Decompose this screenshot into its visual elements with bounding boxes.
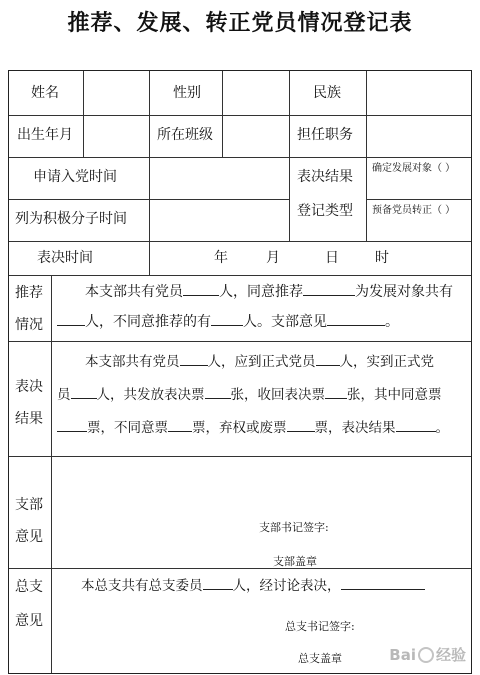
branch-label-1: 支部 [15, 497, 43, 513]
day-label: 日 [325, 250, 339, 266]
general-secretary-sign: 总支书记签字: [285, 620, 355, 633]
position-label: 担任职务 [297, 127, 353, 143]
recommend-label-1: 推荐 [15, 285, 43, 301]
class-label: 所在班级 [157, 127, 213, 143]
apply-time-label: 申请入党时间 [33, 169, 117, 185]
vote-label-2: 结果 [15, 411, 43, 427]
registration-form [8, 70, 472, 674]
general-label-2: 意见 [15, 613, 43, 629]
vote-result-label: 表决结果 [297, 169, 353, 185]
option-probation: 预备党员转正（ ） [372, 205, 456, 216]
form-title: 推荐、发展、转正党员情况登记表 [67, 10, 413, 36]
baidu-watermark: Bai 经验 [389, 646, 466, 664]
general-paragraph: 本总支共有总支委员 人，经讨论表决， [81, 573, 471, 599]
branch-secretary-sign: 支部书记签字: [259, 521, 329, 534]
recommend-paragraph: 本支部共有党员 人，同意推荐 为发展对象共有 人，不同意推荐的有 人。支部意见 。 [57, 277, 467, 337]
register-type-label: 登记类型 [297, 203, 353, 219]
vote-time-label: 表决时间 [37, 250, 93, 266]
hour-label: 时 [375, 250, 389, 266]
general-label-1: 总支 [15, 579, 43, 595]
vote-label-1: 表决 [15, 379, 43, 395]
recommend-label-2: 情况 [15, 317, 43, 333]
branch-label-2: 意见 [15, 529, 43, 545]
name-label: 姓名 [31, 85, 59, 101]
year-label: 年 [214, 250, 228, 266]
activist-time-label: 列为积极分子时间 [15, 211, 127, 227]
general-seal: 总支盖章 [298, 652, 342, 665]
month-label: 月 [266, 250, 280, 266]
ethnicity-label: 民族 [313, 85, 341, 101]
branch-seal: 支部盖章 [273, 555, 317, 568]
vote-paragraph: 本支部共有党员 人，应到正式党员 人，实到正式党 员 人，共发放表决票 张，收回表决票 张，其中同意票 票，不同意票 票，弃权或废票 票，表决结果 。 [57, 346, 469, 445]
option-develop: 确定发展对象（ ） [372, 163, 456, 174]
birth-label: 出生年月 [17, 127, 73, 143]
gender-label: 性别 [173, 85, 201, 101]
paw-icon [418, 647, 434, 663]
